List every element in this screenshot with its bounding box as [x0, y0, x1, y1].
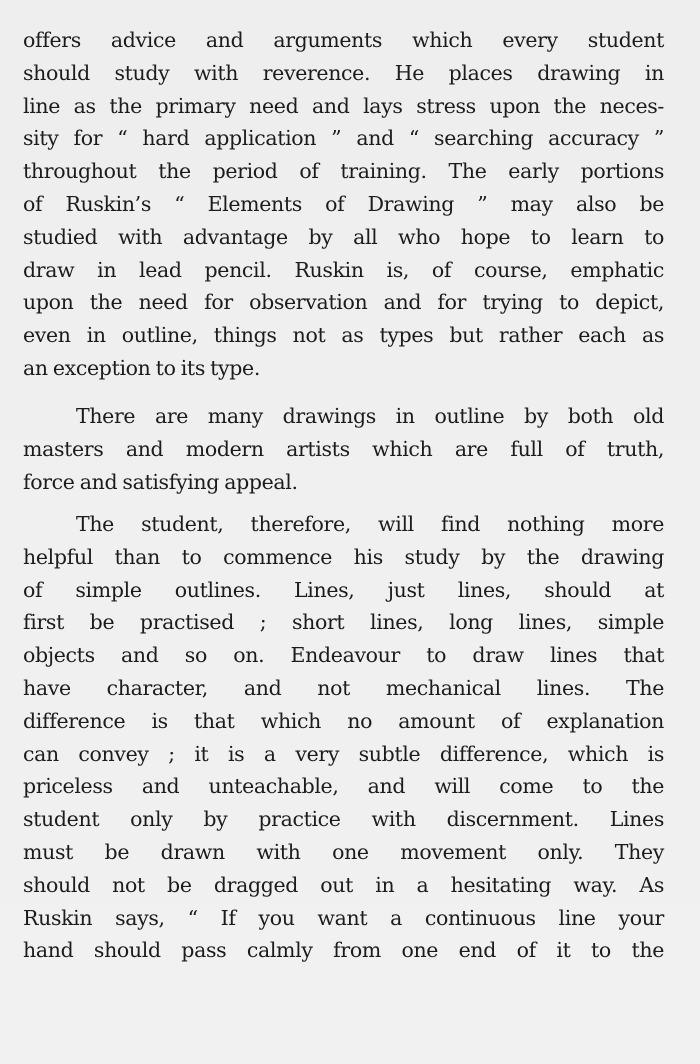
text-line: an exception to its type.	[23, 355, 260, 380]
text-line: Ruskin says, “ If you want a continuous line your	[23, 905, 664, 930]
text-line: should not be dragged out in a hesitating way. As	[23, 872, 664, 897]
text-line: student only by practice with discernment. Lines	[23, 807, 664, 832]
text-line: even in outline, things not as types but rather each as	[23, 323, 664, 348]
text-line: of simple outlines. Lines, just lines, should at	[23, 577, 664, 602]
text-line: of Ruskin’s “ Elements of Drawing ” may also be	[23, 191, 664, 216]
text-line: should study with reverence. He places drawing in	[23, 60, 664, 85]
text-line: helpful than to commence his study by the drawing	[23, 544, 664, 569]
paragraph-outline-drawings	[23, 400, 664, 498]
text-line: difference is that which no amount of explanation	[23, 708, 664, 733]
text-line: The student, therefore, will find nothing more	[76, 512, 664, 536]
text-line: There are many drawings in outline by both old	[76, 404, 664, 428]
text-line: must be drawn with one movement only. They	[23, 839, 664, 864]
text-line: studied with advantage by all who hope to learn to	[23, 224, 664, 249]
text-line: upon the need for observation and for trying to depict,	[23, 290, 664, 315]
text-line: first be practised ; short lines, long lines, simple	[23, 610, 664, 635]
text-line: objects and so on. Endeavour to draw lines that	[23, 643, 664, 668]
text-line: line as the primary need and lays stress upon the neces-	[23, 93, 664, 118]
paragraph-drawing-lines	[23, 508, 664, 967]
text-line: can convey ; it is a very subtle difference, which is	[23, 741, 664, 766]
text-line: have character, and not mechanical lines. The	[23, 675, 664, 700]
text-line: offers advice and arguments which every student	[23, 28, 664, 52]
text-line: force and satisfying appeal.	[23, 469, 298, 494]
text-line: throughout the period of training. The early portions	[23, 159, 664, 184]
text-line: draw in lead pencil. Ruskin is, of course, emphatic	[23, 257, 664, 282]
text-line: priceless and unteachable, and will come to the	[23, 774, 664, 799]
text-line: sity for “ hard application ” and “ searching accuracy ”	[23, 126, 664, 151]
text-line: hand should pass calmly from one end of it to the	[23, 938, 664, 963]
text-line: masters and modern artists which are full of truth,	[23, 436, 664, 461]
paragraph-ruskin-advice	[23, 24, 664, 385]
